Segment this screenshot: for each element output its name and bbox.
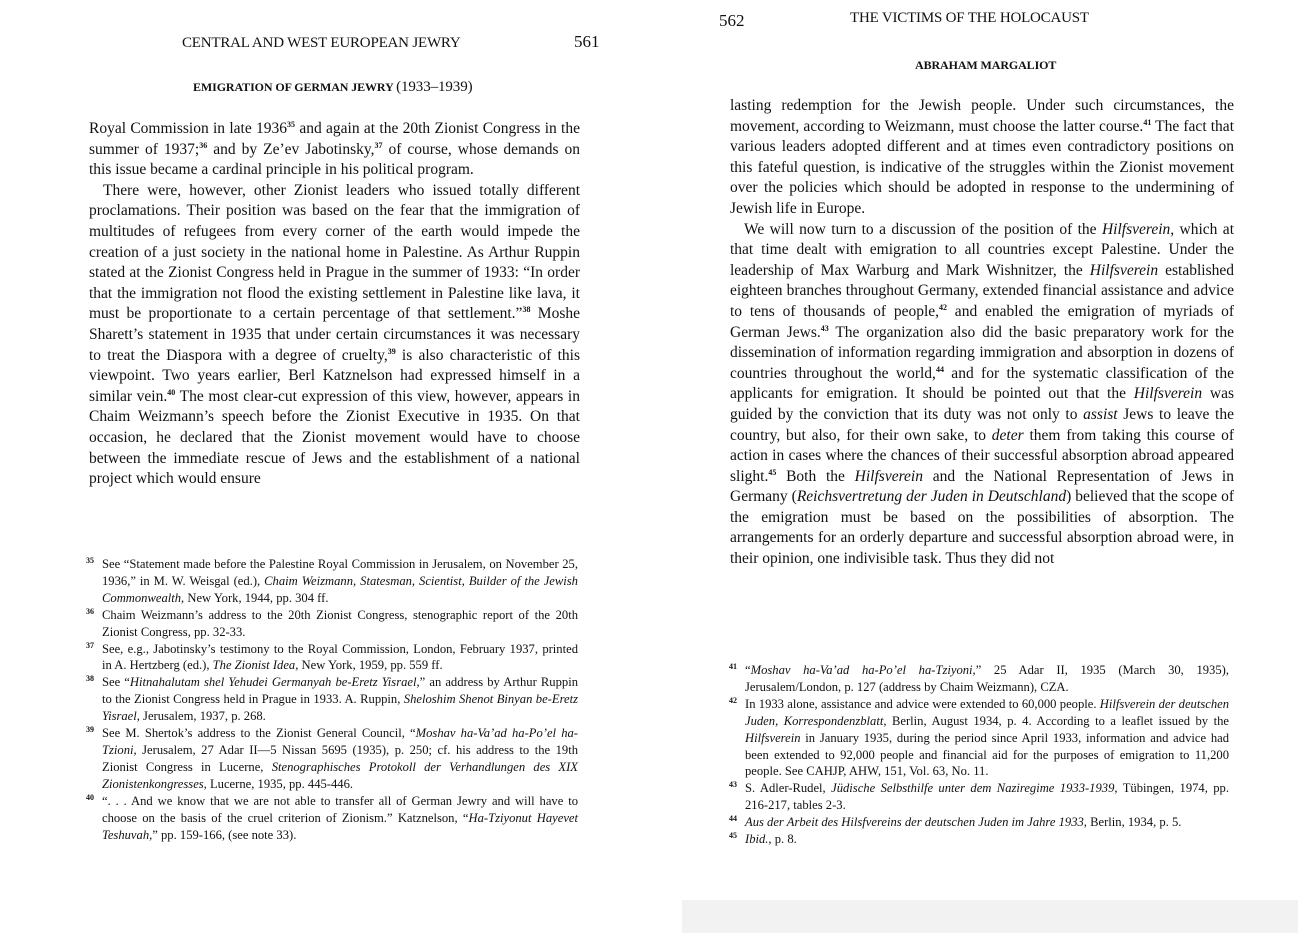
left-page-number: 561 — [574, 32, 600, 51]
footnote — [86, 556, 578, 607]
left-running-head: CENTRAL AND WEST EUROPEAN JEWRY — [182, 35, 461, 51]
footnote-reference: 36 — [199, 140, 208, 150]
section-title-text: EMIGRATION OF GERMAN JEWRY — [193, 80, 394, 94]
text-run: Berlin, August 1934, p. 4. According to a leaflet issued by the — [886, 713, 1230, 728]
italic-text: Hilfsverein — [1089, 261, 1159, 279]
footnote-number: 36 — [86, 606, 94, 616]
text-run: There were, however, other Zionist leaders who issued totally different proclamations. Their position was based on the fear that the immigration of multitudes of refugees from every corner of the earth would impede the creation of a just society in the national home in Palestine. As Arthur Ruppin stated at the Zionist Congress held in Prague in the summer of 1933: “In order that the immigration not flood the existing settlement in Palestine like lava, it must be proportionate to a certain percentage of that settlement.” — [89, 181, 580, 323]
footnote-reference: 37 — [374, 140, 383, 150]
author-name: ABRAHAM MARGALIOT — [915, 58, 1057, 72]
footnote — [729, 696, 1229, 781]
text-run: S. Adler-Rudel, — [745, 781, 832, 796]
right-page — [682, 0, 1298, 933]
text-run: The organization also did the basic preparatory work for the dissemination of information regarding immigration and absorption in dozens of countries throughout the world, — [730, 323, 1234, 382]
italic-text: Jüdische Selbsthilfe unter dem Naziregime 1933-1939, — [831, 781, 1118, 796]
italic-text: Hilfsverein — [1133, 385, 1203, 403]
italic-text: Hilfsverein der deutschen Juden, Korrespondenzblatt, — [745, 696, 1229, 728]
text-run: and by Ze’ev Jabotinsky, — [207, 140, 375, 158]
italic-text: The Zionist Idea, — [212, 658, 299, 673]
text-run: Berlin, 1934, p. 5. — [1086, 815, 1182, 830]
text-run: them from taking this course of action in cases where the chances of their successful absorption abroad appeared slight. — [730, 426, 1234, 485]
footnote-reference: 42 — [939, 302, 948, 312]
footnote-reference: 41 — [1143, 117, 1152, 127]
italic-text: Aus der Arbeit des Hilsfvereins der deutschen Juden im Jahre 1933, — [745, 815, 1087, 830]
text-run: ” pp. 159-166, (see note 33). — [152, 827, 297, 842]
body-paragraph — [89, 181, 580, 490]
text-run: which at that time dealt with emigration to all countries except Palestine. Under the leadership of Max Warburg and Mark Wishnitzer, the — [730, 220, 1234, 279]
italic-text: Moshav ha-Va’ad ha-Po’el ha-Tziyoni, — [750, 663, 976, 677]
italic-text: Stenographisches Protokoll der Verhandlungen des XIX Zionistenkongresses, — [102, 759, 578, 791]
text-run: of course, whose demands on this issue became a cardinal principle in his political program. — [89, 140, 580, 179]
text-run: Tübingen, 1974, pp. 216-217, tables 2-3. — [745, 781, 1229, 813]
text-run: p. 8. — [771, 832, 797, 847]
italic-text: Sheloshim Shenot Binyan be-Eretz Yisrael, — [102, 692, 578, 724]
footnote-number: 39 — [86, 725, 94, 735]
footnote-number: 44 — [729, 814, 737, 824]
left-body-text — [89, 119, 580, 490]
text-run: See “ — [102, 675, 130, 690]
footnote-reference: 43 — [820, 323, 829, 333]
text-run: New York, 1944, pp. 304 ff. — [184, 590, 329, 605]
italic-text: Hilfsverein — [854, 467, 923, 485]
italic-text: Ibid., — [745, 832, 772, 847]
text-run: ” 25 Adar II, 1935 (March 30, 1935), Jerusalem/London, p. 127 (address by Chaim Weizmann), CZA. — [745, 663, 1229, 694]
text-run: was guided by the conviction that its duty was not only to — [730, 385, 1234, 423]
footnote-number: 40 — [86, 792, 94, 802]
right-page-number: 562 — [719, 11, 745, 30]
footnote — [86, 674, 578, 725]
text-run: Royal Commission in late 1936 — [89, 120, 288, 137]
section-title — [193, 79, 473, 96]
text-run: established eighteen branches throughout Germany, extended financial assistance and advice to tens of thousands of people, — [730, 261, 1234, 320]
footnote-number: 42 — [729, 695, 737, 705]
italic-text: Hitnahalutam shel Yehudei Germanyah be-Eretz Yisrael, — [129, 675, 420, 690]
left-footnotes — [86, 556, 578, 843]
footnote — [86, 793, 578, 844]
text-run: See “Statement made before the Palestine Royal Commission in Jerusalem, on November 25, 1936,” in M. W. Weisgal (ed.), — [102, 557, 578, 588]
footnote-reference: 45 — [768, 467, 777, 477]
text-run: Jerusalem, 27 Adar II—5 Nissan 5695 (1935), p. 250; cf. his address to the 19th Zionist Congress in Lucerne, — [102, 742, 578, 774]
body-paragraph — [730, 96, 1234, 220]
text-run: See, e.g., Jabotinsky’s testimony to the Royal Commission, London, February 1937, printed in A. Hertzberg (ed.), — [102, 641, 578, 673]
text-run: “ — [745, 663, 751, 677]
scan-margin-strip — [682, 900, 1298, 933]
italic-text: Chaim Weizmann, Statesman, Scientist, Builder of the Jewish Commonwealth, — [102, 573, 578, 605]
text-run: ” an address by Arthur Ruppin to the Zionist Congress held in Prague in 1933. A. Ruppin, — [102, 675, 578, 707]
footnote — [729, 780, 1229, 814]
section-title-years: (1933–1939) — [396, 79, 473, 95]
text-run: We will now turn to a discussion of the position of the — [744, 220, 1102, 238]
text-run: and again at the 20th Zionist Congress in the summer of 1937; — [89, 120, 580, 158]
text-run: Jerusalem, 1937, p. 268. — [139, 709, 266, 724]
footnote-reference: 39 — [387, 346, 396, 356]
footnote-number: 45 — [729, 831, 737, 841]
footnote — [729, 662, 1229, 696]
italic-text: Hilfsverein, — [1101, 220, 1175, 238]
italic-text: Reichsvertretung der Juden in Deutschland — [796, 488, 1067, 506]
italic-text: Hilfsverein — [745, 730, 801, 745]
text-run: Jews to leave the country, but also, for their own sake, to — [730, 405, 1234, 444]
text-run: and the National Representation of Jews in Germany ( — [730, 467, 1234, 506]
text-run: Lucerne, 1935, pp. 445-446. — [206, 776, 354, 791]
text-run: “. . . And we know that we are not able to transfer all of German Jewry and will have to choose on the basis of the cruel criterion of Zionism.” Katznelson, “ — [102, 793, 578, 825]
footnote — [86, 607, 578, 641]
footnote — [86, 725, 578, 793]
italic-text: deter — [991, 426, 1024, 444]
text-run: New York, 1959, pp. 559 ff. — [298, 658, 443, 673]
italic-text: Moshav ha-Va’ad ha-Po’el ha-Tzioni, — [102, 726, 578, 757]
right-body-text — [730, 96, 1234, 570]
text-run: The most clear-cut expression of this view, however, appears in Chaim Weizmann’s speech before the Zionist Executive in 1935. On that occasion, he declared that the Zionist movement would have to choose between the immediate rescue of Jews and the establishment of a national project which would ensure — [89, 387, 580, 488]
italic-text: Ha-Tziyonut Hayevet Teshuvah, — [102, 810, 578, 842]
footnote-reference: 35 — [287, 119, 296, 129]
text-run: is also characteristic of this viewpoint. Two years earlier, Berl Katznelson had expressed himself in a similar vein. — [89, 346, 580, 405]
footnote-reference: 44 — [935, 364, 944, 374]
footnote — [729, 831, 1229, 848]
footnote — [86, 641, 578, 675]
footnote-reference: 40 — [167, 387, 176, 397]
footnote-number: 43 — [729, 780, 737, 790]
footnote-number: 38 — [86, 674, 94, 684]
text-run: See M. Shertok’s address to the Zionist General Council, “ — [102, 726, 416, 741]
footnote-number: 37 — [86, 640, 94, 650]
text-run: Moshe Sharett’s statement in 1935 that under certain circumstances it was necessary to treat the Diaspora with a degree of cruelty, — [89, 305, 580, 364]
text-run: The fact that various leaders adopted different and at times even contradictory positions on this fateful question, is indicative of the struggles within the Zionist movement over the policies which should be adopted in response to the undermining of Jewish life in Europe. — [730, 117, 1234, 217]
right-footnotes — [729, 662, 1229, 848]
footnote-reference: 38 — [522, 305, 531, 315]
body-paragraph — [730, 220, 1234, 570]
text-run: lasting redemption for the Jewish people. Under such circumstances, the movement, according to Weizmann, must choose the latter course. — [730, 97, 1234, 135]
footnote — [729, 814, 1229, 831]
text-run: in January 1935, during the period since April 1933, information and advice had been extended to 92,000 people and financial aid for the purposes of emigration to 11,200 people. See CAHJP, AHW, 151, Vol. 63, No. 11. — [745, 730, 1229, 779]
body-paragraph — [89, 119, 580, 181]
text-run: ) believed that the scope of the emigration must be based on the possibilities of absorption. The arrangements for an orderly departure and successful absorption abroad were, in their opinion, one indivisible task. Thus they did not — [730, 488, 1234, 568]
right-running-head: THE VICTIMS OF THE HOLOCAUST — [850, 10, 1089, 26]
text-run: Both the — [776, 467, 855, 485]
text-run: Chaim Weizmann’s address to the 20th Zionist Congress, stenographic report of the 20th Zionist Congress, pp. 32-33. — [102, 607, 578, 639]
italic-text: assist — [1083, 405, 1118, 423]
text-run: and for the systematic classification of the applicants for emigration. It should be pointed out that the — [730, 364, 1234, 403]
footnote-number: 35 — [86, 556, 94, 565]
text-run: and enabled the emigration of myriads of German Jews. — [730, 302, 1234, 341]
text-run: In 1933 alone, assistance and advice were extended to 60,000 people. — [745, 696, 1100, 711]
footnote-number: 41 — [729, 662, 737, 671]
